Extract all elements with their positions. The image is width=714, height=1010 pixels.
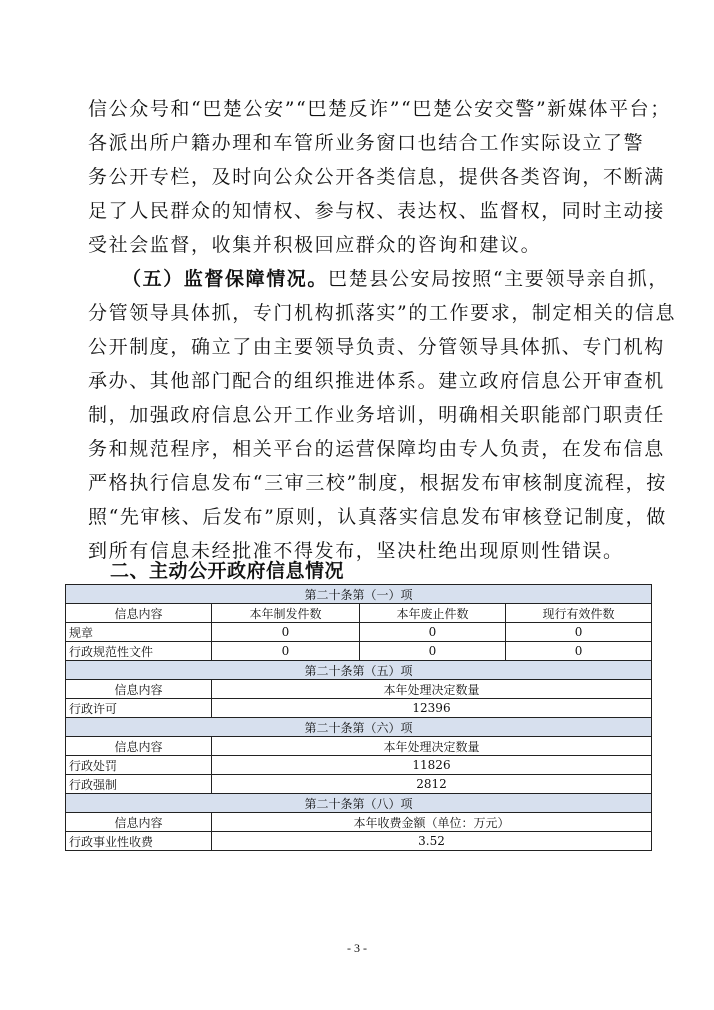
table-cell: 0	[506, 642, 652, 661]
section-title: 第二十条第（一）项	[66, 585, 652, 604]
text-line: 各派出所户籍办理和车管所业务窗口也结合工作实际设立了警	[88, 132, 645, 154]
table-header-row	[66, 813, 652, 832]
table-row	[66, 775, 652, 794]
row-label: 行政许可	[66, 699, 212, 718]
row-label: 行政强制	[66, 775, 212, 794]
row-label: 行政规范性文件	[66, 642, 212, 661]
text-line: 照“先审核、后发布”原则，认真落实信息发布审核登记制度，做	[88, 506, 667, 528]
column-header: 本年处理决定数量	[212, 737, 652, 756]
text-line: 制，加强政府信息公开工作业务培训，明确相关职能部门职责任	[88, 404, 665, 426]
column-header: 现行有效件数	[506, 604, 652, 623]
text-line: 信公众号和“巴楚公安”“巴楚反诈”“巴楚公安交警”新媒体平台；	[88, 98, 671, 120]
column-header: 信息内容	[66, 604, 212, 623]
table-cell: 2812	[212, 775, 652, 794]
column-header: 信息内容	[66, 680, 212, 699]
table-row	[66, 699, 652, 718]
table-header-row	[66, 604, 652, 623]
disclosure-table	[65, 584, 652, 851]
table-cell: 11826	[212, 756, 652, 775]
section-title: 第二十条第（六）项	[66, 718, 652, 737]
text-line: 受社会监督，收集并积极回应群众的咨询和建议。	[88, 234, 542, 256]
page-number: - 3 -	[347, 941, 367, 955]
table-cell: 0	[506, 623, 652, 642]
row-label: 规章	[66, 623, 212, 642]
text-line: 到所有信息未经批准不得发布，坚决杜绝出现原则性错误。	[88, 540, 624, 562]
column-header: 本年处理决定数量	[212, 680, 652, 699]
text-fragment: 巴楚县公安局按照“主要领导亲自抓，	[328, 268, 669, 290]
table-row	[66, 832, 652, 851]
table-cell: 3.52	[212, 832, 652, 851]
text-line: 足了人民群众的知情权、参与权、表达权、监督权，同时主动接	[88, 200, 665, 222]
text-line	[88, 262, 669, 296]
table-section-header	[66, 718, 652, 737]
text-line: 务和规范程序，相关平台的运营保障均由专人负责，在发布信息	[88, 438, 665, 460]
column-header: 本年废止件数	[360, 604, 506, 623]
row-label: 行政事业性收费	[66, 832, 212, 851]
table-cell: 12396	[212, 699, 652, 718]
text-line: 承办、其他部门配合的组织推进体系。建立政府信息公开审查机	[88, 370, 665, 392]
table-cell: 0	[360, 623, 506, 642]
section-heading: 二、主动公开政府信息情况	[110, 560, 345, 582]
section-title: 第二十条第（八）项	[66, 794, 652, 813]
table-section-header	[66, 661, 652, 680]
table-row	[66, 756, 652, 775]
column-header: 本年制发件数	[212, 604, 360, 623]
table-row	[66, 642, 652, 661]
paragraph-supervision	[88, 262, 677, 568]
text-line: 分管领导具体抓，专门机构抓落实”的工作要求，制定相关的信息	[88, 302, 677, 324]
row-label: 行政处罚	[66, 756, 212, 775]
text-line: 务公开专栏，及时向公众公开各类信息，提供各类咨询，不断满	[88, 166, 665, 188]
table-cell: 0	[212, 642, 360, 661]
table-header-row	[66, 680, 652, 699]
table-row	[66, 623, 652, 642]
table-section-header	[66, 794, 652, 813]
table-cell: 0	[360, 642, 506, 661]
table-section-header	[66, 585, 652, 604]
table-cell: 0	[212, 623, 360, 642]
subsection-heading: （五）监督保障情况。	[122, 268, 329, 290]
section-title: 第二十条第（五）项	[66, 661, 652, 680]
column-header: 本年收费金额（单位：万元）	[212, 813, 652, 832]
text-line: 严格执行信息发布“三审三校”制度，根据发布审核制度流程，按	[88, 472, 667, 494]
text-line: 公开制度，确立了由主要领导负责、分管领导具体抓、专门机构	[88, 336, 665, 358]
column-header: 信息内容	[66, 737, 212, 756]
paragraph-public-channels	[88, 92, 671, 262]
table-header-row	[66, 737, 652, 756]
column-header: 信息内容	[66, 813, 212, 832]
